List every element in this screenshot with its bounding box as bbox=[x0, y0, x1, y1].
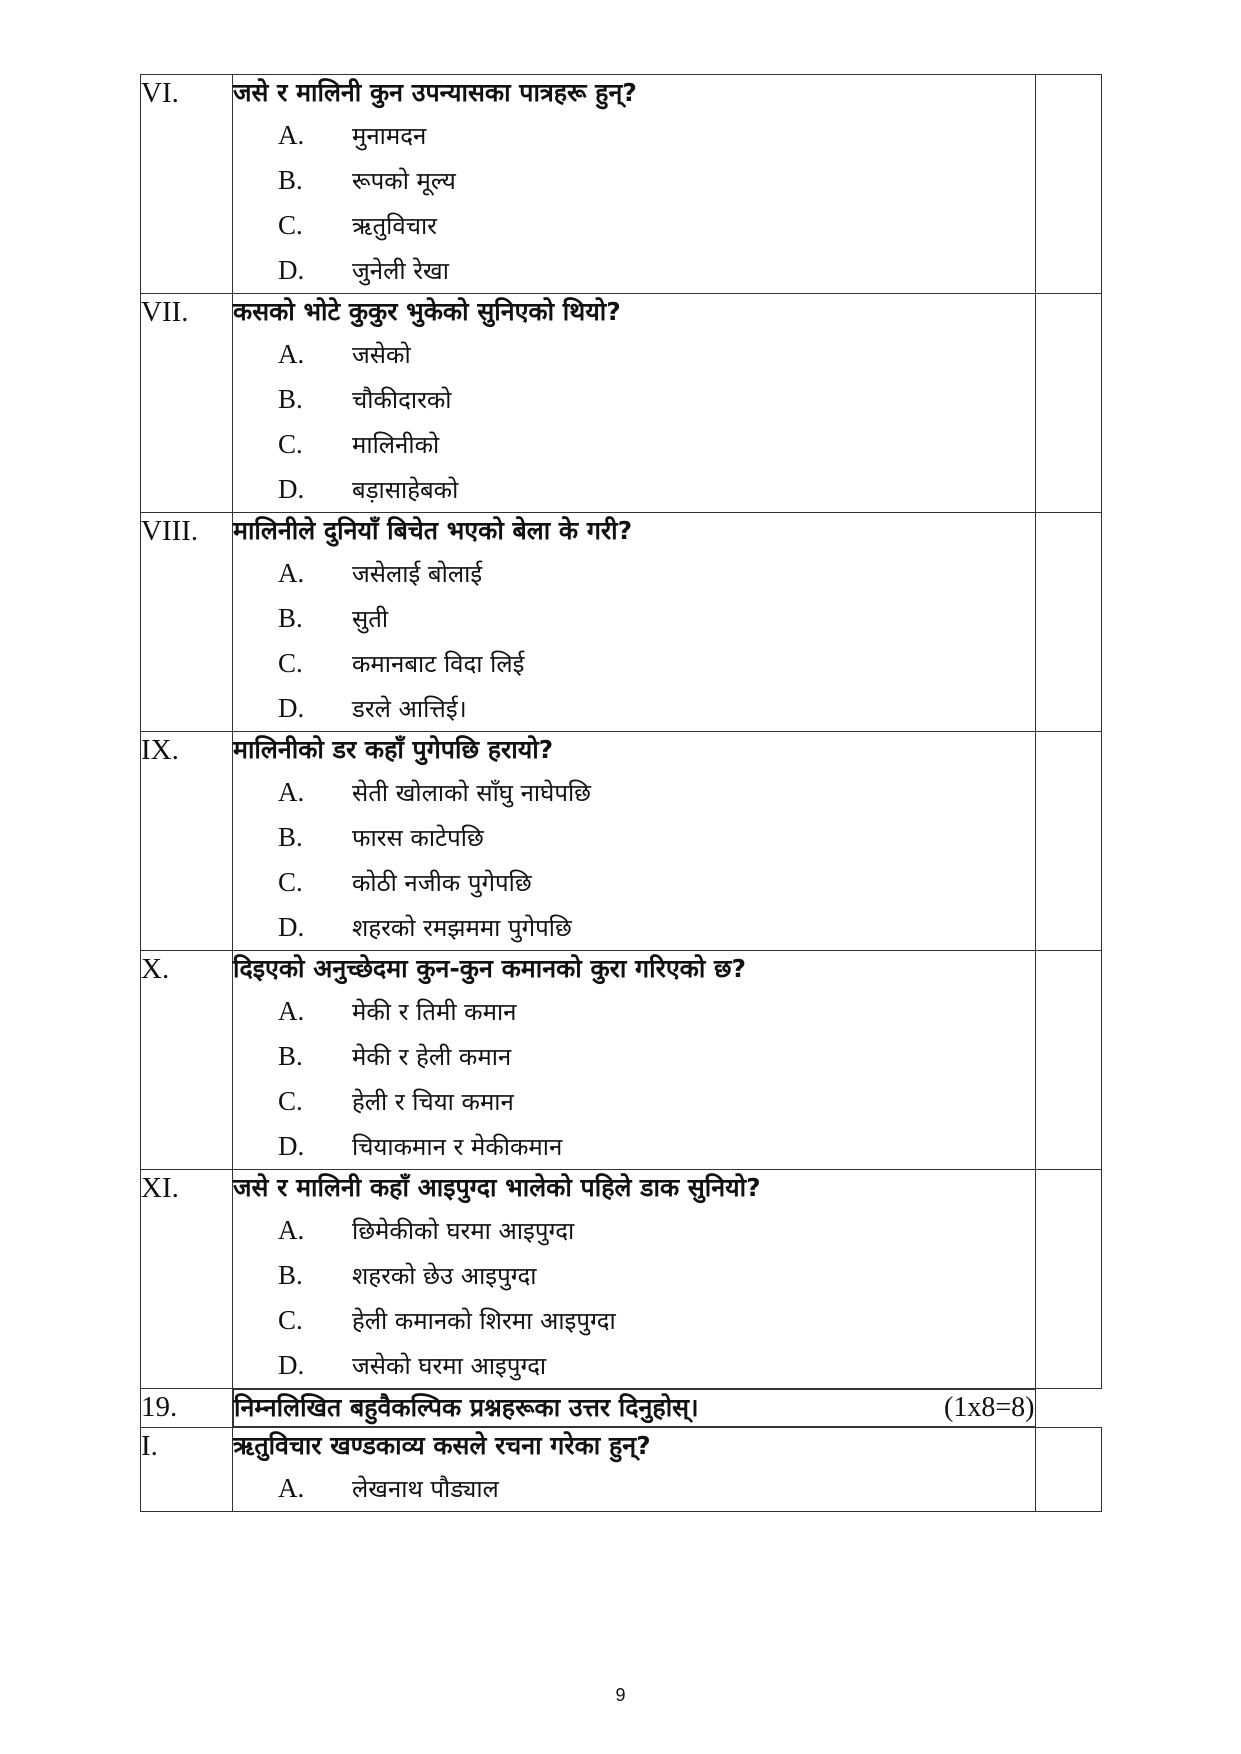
option-list bbox=[233, 113, 1035, 293]
option-text: बड़ासाहेबको bbox=[352, 476, 459, 504]
question-row bbox=[141, 1428, 1102, 1512]
option-letter: C. bbox=[278, 1305, 303, 1335]
option-item bbox=[233, 596, 1035, 641]
option-item bbox=[233, 203, 1035, 248]
option-letter: A. bbox=[278, 996, 305, 1026]
option-letter: B. bbox=[278, 1260, 303, 1290]
option-text: सेती खोलाको साँघु नाघेपछि bbox=[352, 779, 592, 807]
option-item bbox=[233, 248, 1035, 293]
option-letter: D. bbox=[278, 1350, 305, 1380]
option-letter: C. bbox=[278, 867, 303, 897]
question-number: VIII. bbox=[141, 513, 233, 732]
option-item bbox=[233, 860, 1035, 905]
option-item bbox=[233, 641, 1035, 686]
question-number: X. bbox=[141, 951, 233, 1170]
question-body bbox=[233, 951, 1036, 1170]
option-item bbox=[233, 158, 1035, 203]
question-number: VI. bbox=[141, 75, 233, 294]
marks-cell bbox=[1036, 951, 1102, 1170]
question-body bbox=[233, 1170, 1036, 1389]
option-letter: A. bbox=[278, 777, 305, 807]
option-text: शहरको छेउ आइपुग्दा bbox=[352, 1262, 537, 1290]
option-text: जसेको bbox=[352, 341, 411, 369]
option-text: रूपको मूल्य bbox=[352, 167, 456, 195]
question-row bbox=[141, 294, 1102, 513]
marks-cell bbox=[1036, 294, 1102, 513]
marks-cell bbox=[1036, 732, 1102, 951]
option-item bbox=[233, 377, 1035, 422]
option-item bbox=[233, 467, 1035, 512]
page-number: 9 bbox=[615, 1685, 626, 1705]
option-text: जसेलाई बोलाई bbox=[352, 560, 483, 588]
question-text: जसे र मालिनी कुन उपन्यासका पात्रहरू हुन्? bbox=[233, 78, 637, 107]
option-text: ऋतुविचार bbox=[352, 212, 437, 240]
option-text: लेखनाथ पौड्याल bbox=[352, 1475, 499, 1503]
question-number: I. bbox=[141, 1428, 233, 1512]
option-item bbox=[233, 1079, 1035, 1124]
question-number: IX. bbox=[141, 732, 233, 951]
option-letter: B. bbox=[278, 822, 303, 852]
option-text: कमानबाट विदा लिई bbox=[352, 650, 525, 678]
marks-cell bbox=[1036, 1170, 1102, 1389]
option-text: मालिनीको bbox=[352, 431, 440, 459]
option-text: मुनामदन bbox=[352, 122, 427, 150]
question-rows bbox=[141, 75, 1102, 1512]
option-list bbox=[233, 989, 1035, 1169]
option-item bbox=[233, 1343, 1035, 1388]
option-item bbox=[233, 422, 1035, 467]
section-number: 19. bbox=[141, 1389, 233, 1428]
option-text: छिमेकीको घरमा आइपुग्दा bbox=[352, 1217, 575, 1245]
option-text: जुनेली रेखा bbox=[352, 257, 449, 285]
option-item bbox=[233, 1208, 1035, 1253]
section-instruction: निम्नलिखित बहुवैकल्पिक प्रश्नहरूका उत्तर दिनुहोस्। bbox=[234, 1393, 699, 1422]
question-table bbox=[140, 74, 1102, 1512]
section-body bbox=[233, 1389, 1036, 1427]
question-body bbox=[233, 513, 1036, 732]
question-text: ऋतुविचार खण्डकाव्य कसले रचना गरेका हुन्? bbox=[233, 1431, 651, 1460]
option-letter: B. bbox=[278, 384, 303, 414]
option-item bbox=[233, 686, 1035, 731]
option-letter: A. bbox=[278, 1473, 305, 1503]
question-body bbox=[233, 294, 1036, 513]
option-letter: A. bbox=[278, 339, 305, 369]
option-letter: D. bbox=[278, 474, 305, 504]
question-text: मालिनीले दुनियाँ बिचेत भएको बेला के गरी? bbox=[233, 516, 633, 545]
question-body bbox=[233, 732, 1036, 951]
question-number: VII. bbox=[141, 294, 233, 513]
option-letter: D. bbox=[278, 912, 305, 942]
question-text: कसको भोटे कुकुर भुकेको सुनिएको थियो? bbox=[233, 297, 621, 326]
option-item bbox=[233, 1466, 1035, 1511]
option-list bbox=[233, 770, 1035, 950]
option-text: चौकीदारको bbox=[352, 386, 452, 414]
option-list bbox=[233, 551, 1035, 731]
option-letter: C. bbox=[278, 429, 303, 459]
option-item bbox=[233, 551, 1035, 596]
question-row bbox=[141, 1170, 1102, 1389]
option-letter: A. bbox=[278, 1215, 305, 1245]
option-text: कोठी नजीक पुगेपछि bbox=[352, 869, 532, 897]
option-letter: C. bbox=[278, 1086, 303, 1116]
question-text: मालिनीको डर कहाँ पुगेपछि हरायो? bbox=[233, 735, 554, 764]
question-number: XI. bbox=[141, 1170, 233, 1389]
option-item bbox=[233, 1298, 1035, 1343]
option-letter: B. bbox=[278, 603, 303, 633]
option-item bbox=[233, 905, 1035, 950]
marks-cell bbox=[1036, 513, 1102, 732]
option-item bbox=[233, 1034, 1035, 1079]
question-body bbox=[233, 1428, 1036, 1512]
option-item bbox=[233, 989, 1035, 1034]
section-row bbox=[141, 1389, 1102, 1428]
question-body bbox=[233, 75, 1036, 294]
option-item bbox=[233, 815, 1035, 860]
option-text: मेकी र तिमी कमान bbox=[352, 998, 517, 1026]
question-row bbox=[141, 75, 1102, 294]
option-item bbox=[233, 770, 1035, 815]
question-row bbox=[141, 513, 1102, 732]
option-item bbox=[233, 1124, 1035, 1169]
option-letter: D. bbox=[278, 1131, 305, 1161]
option-item bbox=[233, 1253, 1035, 1298]
question-row bbox=[141, 732, 1102, 951]
option-letter: A. bbox=[278, 120, 305, 150]
option-item bbox=[233, 332, 1035, 377]
option-text: डरले आत्तिई। bbox=[352, 695, 467, 723]
option-text: सुती bbox=[352, 605, 389, 633]
option-letter: D. bbox=[278, 693, 305, 723]
marks-cell bbox=[1036, 1428, 1102, 1512]
option-text: हेली र चिया कमान bbox=[352, 1088, 514, 1116]
option-text: शहरको रमझममा पुगेपछि bbox=[352, 914, 572, 942]
option-letter: D. bbox=[278, 255, 305, 285]
question-text: जसे र मालिनी कहाँ आइपुग्दा भालेको पहिले डाक सुनियो? bbox=[233, 1173, 761, 1202]
option-letter: A. bbox=[278, 558, 305, 588]
option-list bbox=[233, 332, 1035, 512]
question-text: दिइएको अनुच्छेदमा कुन-कुन कमानको कुरा गरिएको छ? bbox=[233, 954, 747, 983]
option-text: चियाकमान र मेकीकमान bbox=[352, 1133, 563, 1161]
option-item bbox=[233, 113, 1035, 158]
marks-cell bbox=[1036, 75, 1102, 294]
option-text: फारस काटेपछि bbox=[352, 824, 484, 852]
section-marks: (1x8=8) bbox=[944, 1392, 1035, 1423]
option-list bbox=[233, 1466, 1035, 1511]
option-list bbox=[233, 1208, 1035, 1388]
option-letter: C. bbox=[278, 648, 303, 678]
option-letter: B. bbox=[278, 1041, 303, 1071]
option-text: मेकी र हेली कमान bbox=[352, 1043, 512, 1071]
option-letter: B. bbox=[278, 165, 303, 195]
question-row bbox=[141, 951, 1102, 1170]
option-text: हेली कमानको शिरमा आइपुग्दा bbox=[352, 1307, 616, 1335]
option-letter: C. bbox=[278, 210, 303, 240]
option-text: जसेको घरमा आइपुग्दा bbox=[352, 1352, 547, 1380]
